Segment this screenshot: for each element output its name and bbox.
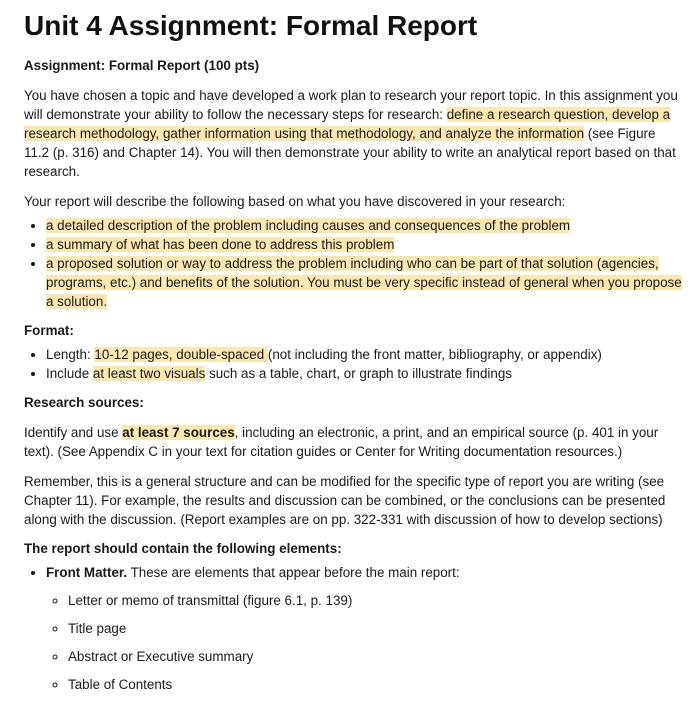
- elements-list: [24, 563, 684, 694]
- format-length-label: Length:: [46, 347, 95, 362]
- research-text-end: , including an electronic, a print, and an empirical source (p. 401 in your text). (See Appendix C in your text for citation guides or Center for Writing documentation resources.): [24, 425, 659, 459]
- intro-highlight: define a research question, develop a research methodology, gather information using that methodology, and analyze the information: [24, 107, 671, 141]
- describe-list: [24, 216, 684, 311]
- list-item: [46, 563, 684, 694]
- format-visuals-highlight: at least two visuals: [92, 366, 206, 381]
- format-length-note: (not including the front matter, bibliography, or appendix): [267, 347, 602, 362]
- list-item: [46, 235, 684, 254]
- format-visuals-label: Include: [46, 366, 93, 381]
- intro-text-start: You have chosen a topic and have developed a work plan to research your report topic. In this assignment you will demonstrate your ability to follow the necessary steps for research:: [24, 88, 678, 122]
- list-item: ◦ Table of Contents: [68, 675, 684, 694]
- research-heading: Research sources:: [24, 395, 144, 410]
- list-item: [46, 345, 684, 364]
- front-matter-sublist: [46, 591, 684, 694]
- assignment-heading: Assignment: Formal Report (100 pts): [24, 58, 260, 73]
- research-paragraph: [24, 423, 684, 461]
- format-heading: Format:: [24, 323, 74, 338]
- document-page: [24, 6, 684, 694]
- research-highlight: at least 7 sources: [122, 425, 235, 440]
- page-title: Unit 4 Assignment: Formal Report: [24, 10, 478, 41]
- list-item: [46, 254, 684, 311]
- format-visuals-note: such as a table, chart, or graph to illustrate findings: [205, 366, 512, 381]
- intro-text-end: (see Figure 11.2 (p. 316) and Chapter 14). You will then demonstrate your ability to write an analytical report based on that research.: [24, 126, 676, 179]
- research-text-start: Identify and use: [24, 425, 123, 440]
- list-item: ◦ Letter or memo of transmittal (figure 6.1, p. 139): [68, 591, 684, 610]
- format-length-highlight: 10-12 pages, double-spaced: [94, 347, 268, 362]
- front-matter-label: Front Matter.: [46, 565, 128, 580]
- front-matter-desc: These are elements that appear before the main report:: [127, 565, 460, 580]
- structure-paragraph: Remember, this is a general structure and can be modified for the specific type of report you are writing (see Chapter 11). For example, the results and discussion can be combined, or the conclusions can be presented along with the discussion. (Report examples are on pp. 322-331 with discussion of how to develop sections): [24, 474, 666, 527]
- format-list: [24, 345, 684, 383]
- describe-item-text: a detailed description of the problem including causes and consequences of the problem: [46, 218, 571, 233]
- describe-paragraph: Your report will describe the following based on what you have discovered in your research:: [24, 194, 566, 209]
- list-item: [46, 216, 684, 235]
- list-item: ◦ Title page: [68, 619, 684, 638]
- describe-item-text: a proposed solution or way to address the problem including who can be part of that solution (agencies, programs, etc.) and benefits of the solution. You must be very specific instead of general when you propose a solution.: [46, 256, 682, 309]
- intro-paragraph: [24, 86, 684, 181]
- list-item: ◦ Abstract or Executive summary: [68, 647, 684, 666]
- list-item: [46, 364, 684, 383]
- elements-heading: The report should contain the following elements:: [24, 541, 342, 556]
- describe-item-text: a summary of what has been done to address this problem: [46, 237, 395, 252]
